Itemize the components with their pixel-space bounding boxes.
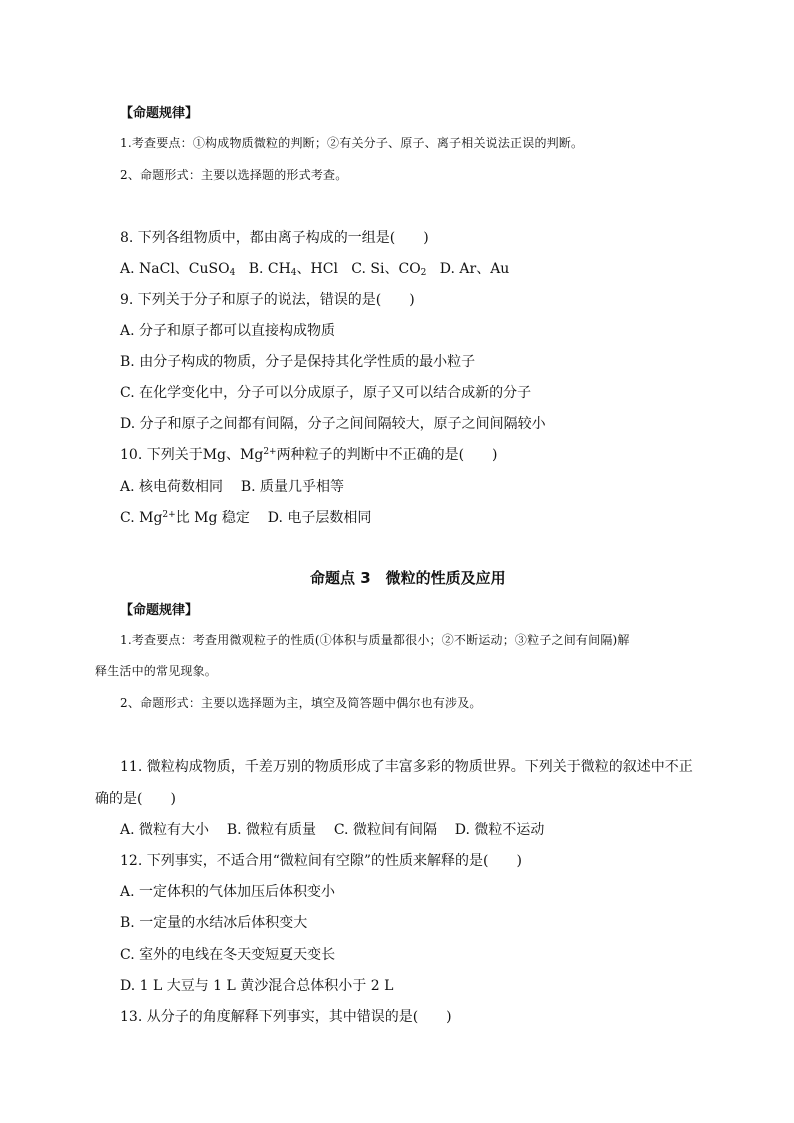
- option-d: D. Ar、Au: [439, 261, 510, 277]
- rule-item: 1.考查要点：考查用微观粒子的性质(①体积与质量都很小；②不断运动；③粒子之间有间隔)解: [120, 633, 630, 647]
- question-stem: 11. 微粒构成物质，千差万别的物质形成了丰富多彩的物质世界。下列关于微粒的叙述中不正: [120, 759, 693, 775]
- rule-item: 2、命题形式：主要以选择题的形式考查。: [120, 168, 348, 182]
- rule-item: 2、命题形式：主要以选择题为主，填空及简答题中偶尔也有涉及。: [120, 696, 482, 710]
- section-title: 命题点 3 微粒的性质及应用: [310, 569, 506, 587]
- option-row: [120, 819, 544, 839]
- option-b: B. 一定量的水结冰后体积变大: [120, 915, 308, 931]
- question-stem: 8. 下列各组物质中，都由离子构成的一组是( ): [120, 230, 429, 246]
- option-c: C. 室外的电线在冬天变短夏天变长: [120, 947, 336, 963]
- option-d: D. 分子和原子之间都有间隔，分子之间间隔较大，原子之间间隔较小: [120, 416, 546, 432]
- option-b: B. 微粒有质量: [226, 822, 317, 838]
- option-d: D. 电子层数相同: [267, 510, 372, 526]
- rule-heading: 【命题规律】: [120, 106, 199, 121]
- option-a: A. 分子和原子都可以直接构成物质: [120, 323, 336, 339]
- rule-item-continued: 释生活中的常见现象。: [95, 664, 218, 678]
- question-stem: 9. 下列关于分子和原子的说法，错误的是( ): [120, 292, 415, 308]
- option-c: C. 微粒间有间隔: [333, 822, 437, 838]
- option-d: D. 微粒不运动: [454, 822, 545, 838]
- option-a: A. 核电荷数相同: [120, 479, 224, 495]
- option-a: A. 微粒有大小: [120, 822, 210, 838]
- question-stem: 12. 下列事实，不适合用“微粒间有空隙”的性质来解释的是( ): [120, 853, 522, 869]
- option-b: B. 质量几乎相等: [240, 479, 345, 495]
- rule-heading: 【命题规律】: [120, 603, 199, 618]
- question-stem: 10. 下列关于Mg、$Mg^{2+}$两种粒子的判断中不正确的是( ): [120, 447, 498, 463]
- question-stem-continued: 确的是( ): [95, 791, 176, 807]
- option-c: C. 在化学变化中，分子可以分成原子，原子又可以结合成新的分子: [120, 385, 532, 401]
- option-c: C. $Mg^{2+}$比 Mg 稳定: [120, 510, 250, 526]
- option-a: A. 一定体积的气体加压后体积变小: [120, 884, 336, 900]
- question-stem: 13. 从分子的角度解释下列事实，其中错误的是( ): [120, 1009, 452, 1025]
- option-b: B. $CH_4$、HCl: [248, 261, 338, 278]
- option-row: [120, 507, 371, 527]
- option-row: [120, 258, 509, 278]
- option-d: D. 1 L 大豆与 1 L 黄沙混合总体积小于 2 L: [120, 978, 394, 994]
- rule-item: 1.考查要点：①构成物质微粒的判断；②有关分子、原子、离子相关说法正误的判断。: [120, 136, 584, 150]
- option-a: A. NaCl、CuSO$_4$: [120, 261, 236, 278]
- option-c: C. Si、$CO_2$: [351, 261, 427, 278]
- option-b: B. 由分子构成的物质，分子是保持其化学性质的最小粒子: [120, 354, 476, 370]
- option-row: [120, 476, 344, 496]
